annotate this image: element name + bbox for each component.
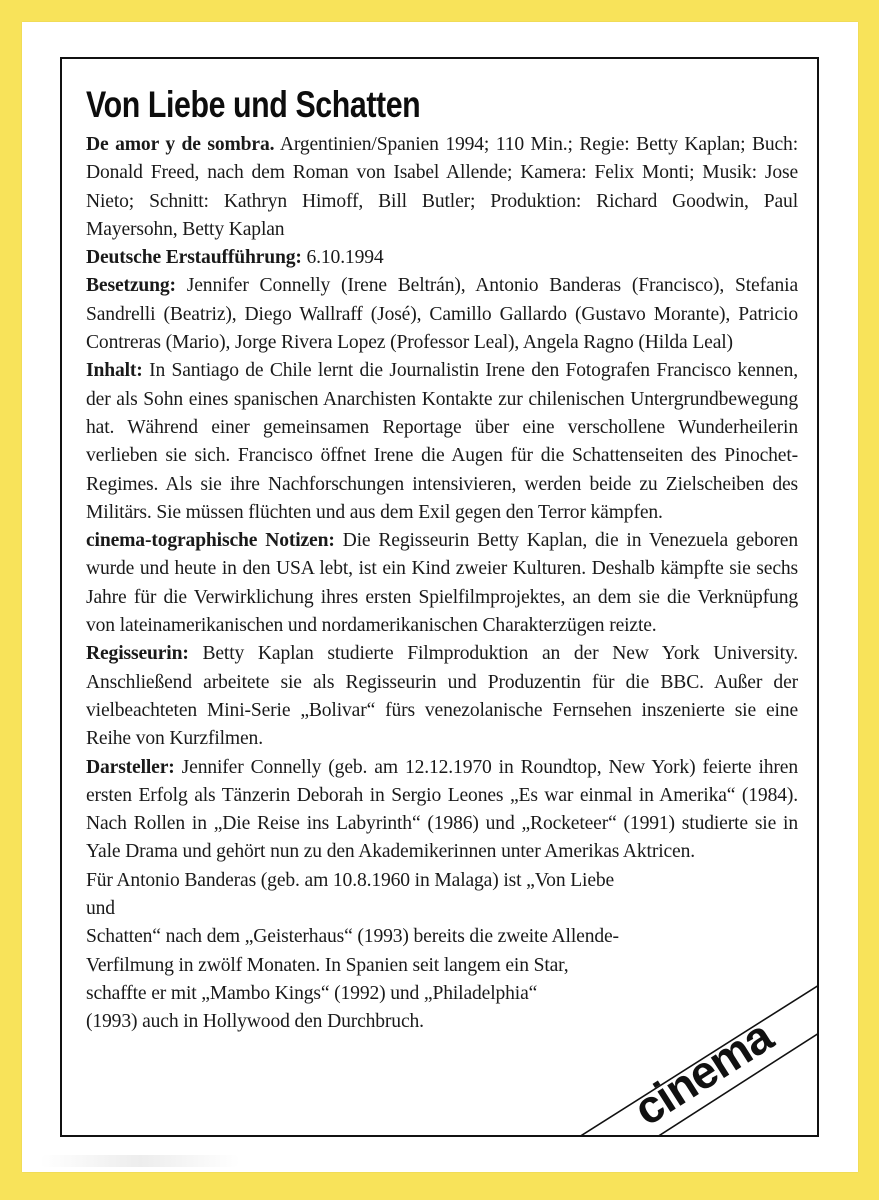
article-content (86, 81, 798, 1037)
text-line: Für Antonio Banderas (geb. am 10.8.1960 in Malaga) ist „Von Liebe und (86, 869, 615, 920)
cinema-logo-text: cinema (624, 1009, 782, 1136)
notes-label: cinema-tographische Notizen: (86, 530, 335, 552)
director-paragraph (86, 640, 798, 753)
premiere-date: 6.10.1994 (301, 247, 384, 269)
cinema-logo-band (579, 967, 819, 1137)
plot-text: In Santiago de Chile lernt die Journalistin Irene den Fotografen Francisco kennen, der als Sohn eines spanischen Anarchisten Kontakte zur chilenischen Untergrundbewegung hat. Während einer gemeinsamen Reportage über eine verschollene Wunderheilerin verlieben sie sich. Francisco öffnet Irene die Augen für die Schattenseiten des Pinochet-Regimes. Als sie ihre Nachforschungen intensivieren, werden beide zu Zielscheiben des Militärs. Sie müssen flüchten und aus dem Exil gegen den Terror kämpfen. (86, 360, 798, 523)
cast-label: Besetzung: (86, 275, 176, 297)
text-line: Schatten“ nach dem „Geisterhaus“ (1993) bereits die zweite Allende- (86, 926, 619, 948)
text-line: schaffte er mit „Mambo Kings“ (1992) und „Philadelphia“ (86, 982, 538, 1004)
actors-paragraph (86, 754, 798, 867)
film-title: Von Liebe und Schatten (86, 84, 421, 125)
banderas-paragraph (86, 867, 646, 1037)
plot-label: Inhalt: (86, 360, 143, 382)
director-label: Regisseurin: (86, 643, 189, 665)
cast-paragraph (86, 272, 798, 357)
premiere-paragraph (86, 244, 798, 272)
premiere-label: Deutsche Erstaufführung: (86, 247, 302, 269)
plot-paragraph (86, 357, 798, 527)
notes-text: Die Regisseurin Betty Kaplan, die in Venezuela geboren wurde und heute in den USA lebt, ist ein Kind zweier Kulturen. Deshalb kämpfte sie sechs Jahre für die Verwirklichung ihres ersten Spielfilmprojektes, an dem sie die Verknüpfung von lateinamerikanischen und nordamerikanischen Charakterzügen reizte. (86, 530, 798, 637)
director-text: Betty Kaplan studierte Filmproduktion an der New York University. Anschließend arbeitete sie als Regisseurin und Produzentin für die BBC. Außer der vielbeachteten Mini-Serie „Bolivar“ fürs venezolanische Fernsehen inszenierte sie eine Reihe von Kurzfilmen. (86, 643, 798, 750)
notes-paragraph (86, 527, 798, 640)
text-line: Verfilmung in zwölf Monaten. In Spanien seit langem ein Star, (86, 954, 569, 976)
credits-text: Argentinien/Spanien 1994; 110 Min.; Regie: Betty Kaplan; Buch: Donald Freed, nach dem Roman von Isabel Allende; Kamera: Felix Monti; Musik: Jose Nieto; Schnitt: Kathryn Himoff, Bill Butler; Produktion: Richard Goodwin, Paul Mayersohn, Betty Kaplan (86, 134, 798, 240)
article-frame (60, 57, 819, 1137)
paper-scuff (40, 1155, 240, 1167)
cinema-logo-icon (579, 967, 819, 1137)
credits-paragraph (86, 131, 798, 244)
actors-text: Jennifer Connelly (geb. am 12.12.1970 in Roundtop, New York) feierte ihren ersten Erfolg als Tänzerin Deborah in Sergio Leones „Es war einmal in Amerika“ (1984). Nach Rollen in „Die Reise ins Labyrinth“ (1986) und „Rocketeer“ (1991) studierte sie in Yale Drama und gehört nun zu den Akademikerinnen unter Amerikas Aktricen. (86, 756, 798, 863)
cast-text: Jennifer Connelly (Irene Beltrán), Antonio Banderas (Francisco), Stefania Sandrelli (Beatriz), Diego Wallraff (José), Camillo Gallardo (Gustavo Morante), Patricio Contreras (Mario), Jorge Rivera Lopez (Professor Leal), Angela Ragno (Hilda Leal) (86, 275, 798, 354)
original-title-label: De amor y de sombra. (86, 134, 275, 155)
actors-label: Darsteller: (86, 756, 175, 778)
text-line: (1993) auch in Hollywood den Durchbruch. (86, 1011, 424, 1033)
